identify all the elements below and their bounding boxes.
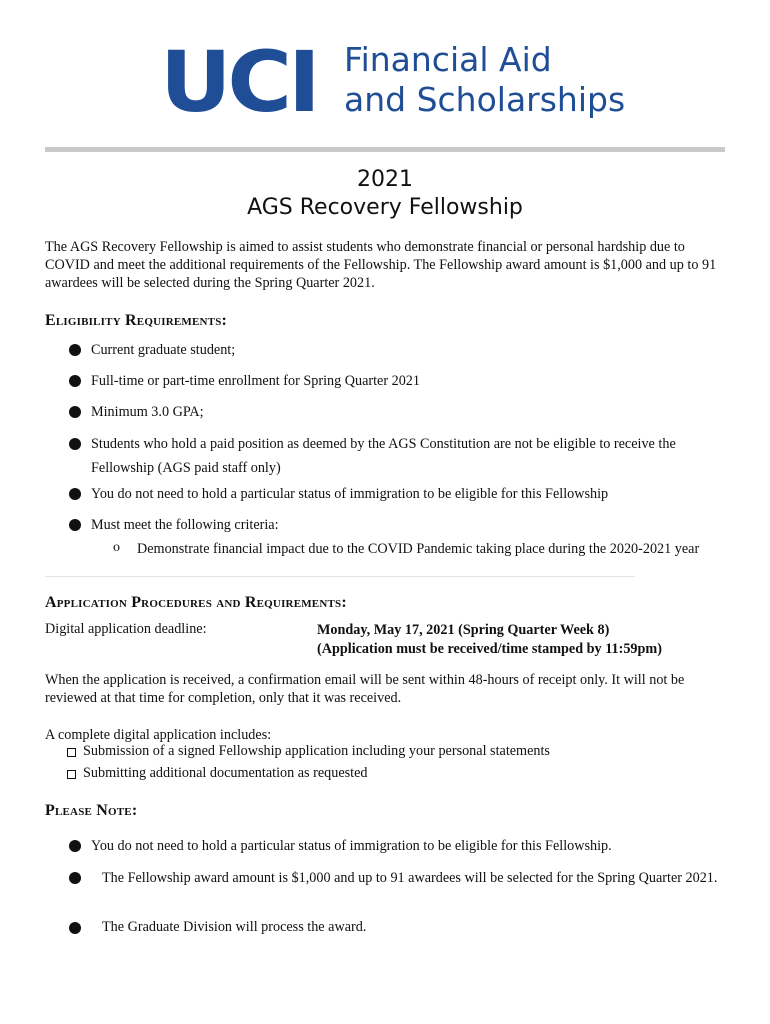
eligibility-item: You do not need to hold a particular status of immigration to be eligible for this Fellowship [91, 486, 609, 502]
deadline-line-1: Monday, May 17, 2021 (Spring Quarter Week 8) [317, 622, 610, 638]
bullet-icon [69, 375, 81, 387]
checkbox-icon [67, 748, 76, 757]
bullet-icon [69, 438, 81, 450]
header-divider [45, 147, 725, 152]
deadline-value [317, 621, 662, 659]
logo-line-2: and Scholarships [344, 80, 626, 119]
deadline-line-2: (Application must be received/time stamped by 11:59pm) [317, 641, 662, 657]
application-heading: Application Procedures and Requirements: [45, 594, 347, 611]
sub-bullet-icon: o [113, 540, 120, 555]
intro-paragraph: The AGS Recovery Fellowship is aimed to assist students who demonstrate financial or personal hardship due to COVID and meet the additional requirements of the Fellowship. The Fellowship award amount is $1,000 and up to 91 awardees will be selected during the Spring Quarter 2021. [45, 239, 717, 291]
includes-intro: A complete digital application includes: [45, 727, 272, 743]
bullet-icon [69, 488, 81, 500]
includes-item: Submitting additional documentation as requested [83, 765, 368, 781]
eligibility-sub-item: Demonstrate financial impact due to the COVID Pandemic taking place during the 2020-2021 year [137, 541, 700, 557]
title-year: 2021 [357, 167, 413, 192]
bullet-icon [69, 840, 81, 852]
note-heading: Please Note: [45, 802, 138, 819]
includes-item: Submission of a signed Fellowship application including your personal statements [83, 743, 550, 759]
eligibility-item: Students who hold a paid position as deemed by the AGS Constitution are not be eligible to receive the Fellowship (AGS paid staff only) [91, 436, 676, 476]
title-name: AGS Recovery Fellowship [247, 195, 523, 220]
eligibility-heading: Eligibility Requirements: [45, 312, 228, 329]
bullet-icon [69, 406, 81, 418]
confirmation-paragraph: When the application is received, a confirmation email will be sent within 48-hours of receipt only. It will not be reviewed at that time for completion, only that it was received. [45, 672, 685, 706]
note-item: The Fellowship award amount is $1,000 and up to 91 awardees will be selected for the Spring Quarter 2021. [102, 870, 718, 886]
section-divider [45, 576, 635, 577]
note-item: You do not need to hold a particular status of immigration to be eligible for this Fellowship. [91, 838, 612, 854]
bullet-icon [69, 872, 81, 884]
note-item: The Graduate Division will process the award. [102, 919, 367, 935]
eligibility-item: Full-time or part-time enrollment for Spring Quarter 2021 [91, 373, 420, 389]
logo-mark: UCI [160, 33, 317, 131]
bullet-icon [69, 519, 81, 531]
logo-subtitle [344, 40, 625, 120]
checkbox-icon [67, 770, 76, 779]
deadline-label: Digital application deadline: [45, 621, 207, 637]
logo-line-1: Financial Aid [344, 40, 552, 79]
eligibility-item: Must meet the following criteria: [91, 517, 279, 533]
bullet-icon [69, 922, 81, 934]
bullet-icon [69, 344, 81, 356]
eligibility-item: Current graduate student; [91, 342, 236, 358]
eligibility-item: Minimum 3.0 GPA; [91, 404, 204, 420]
